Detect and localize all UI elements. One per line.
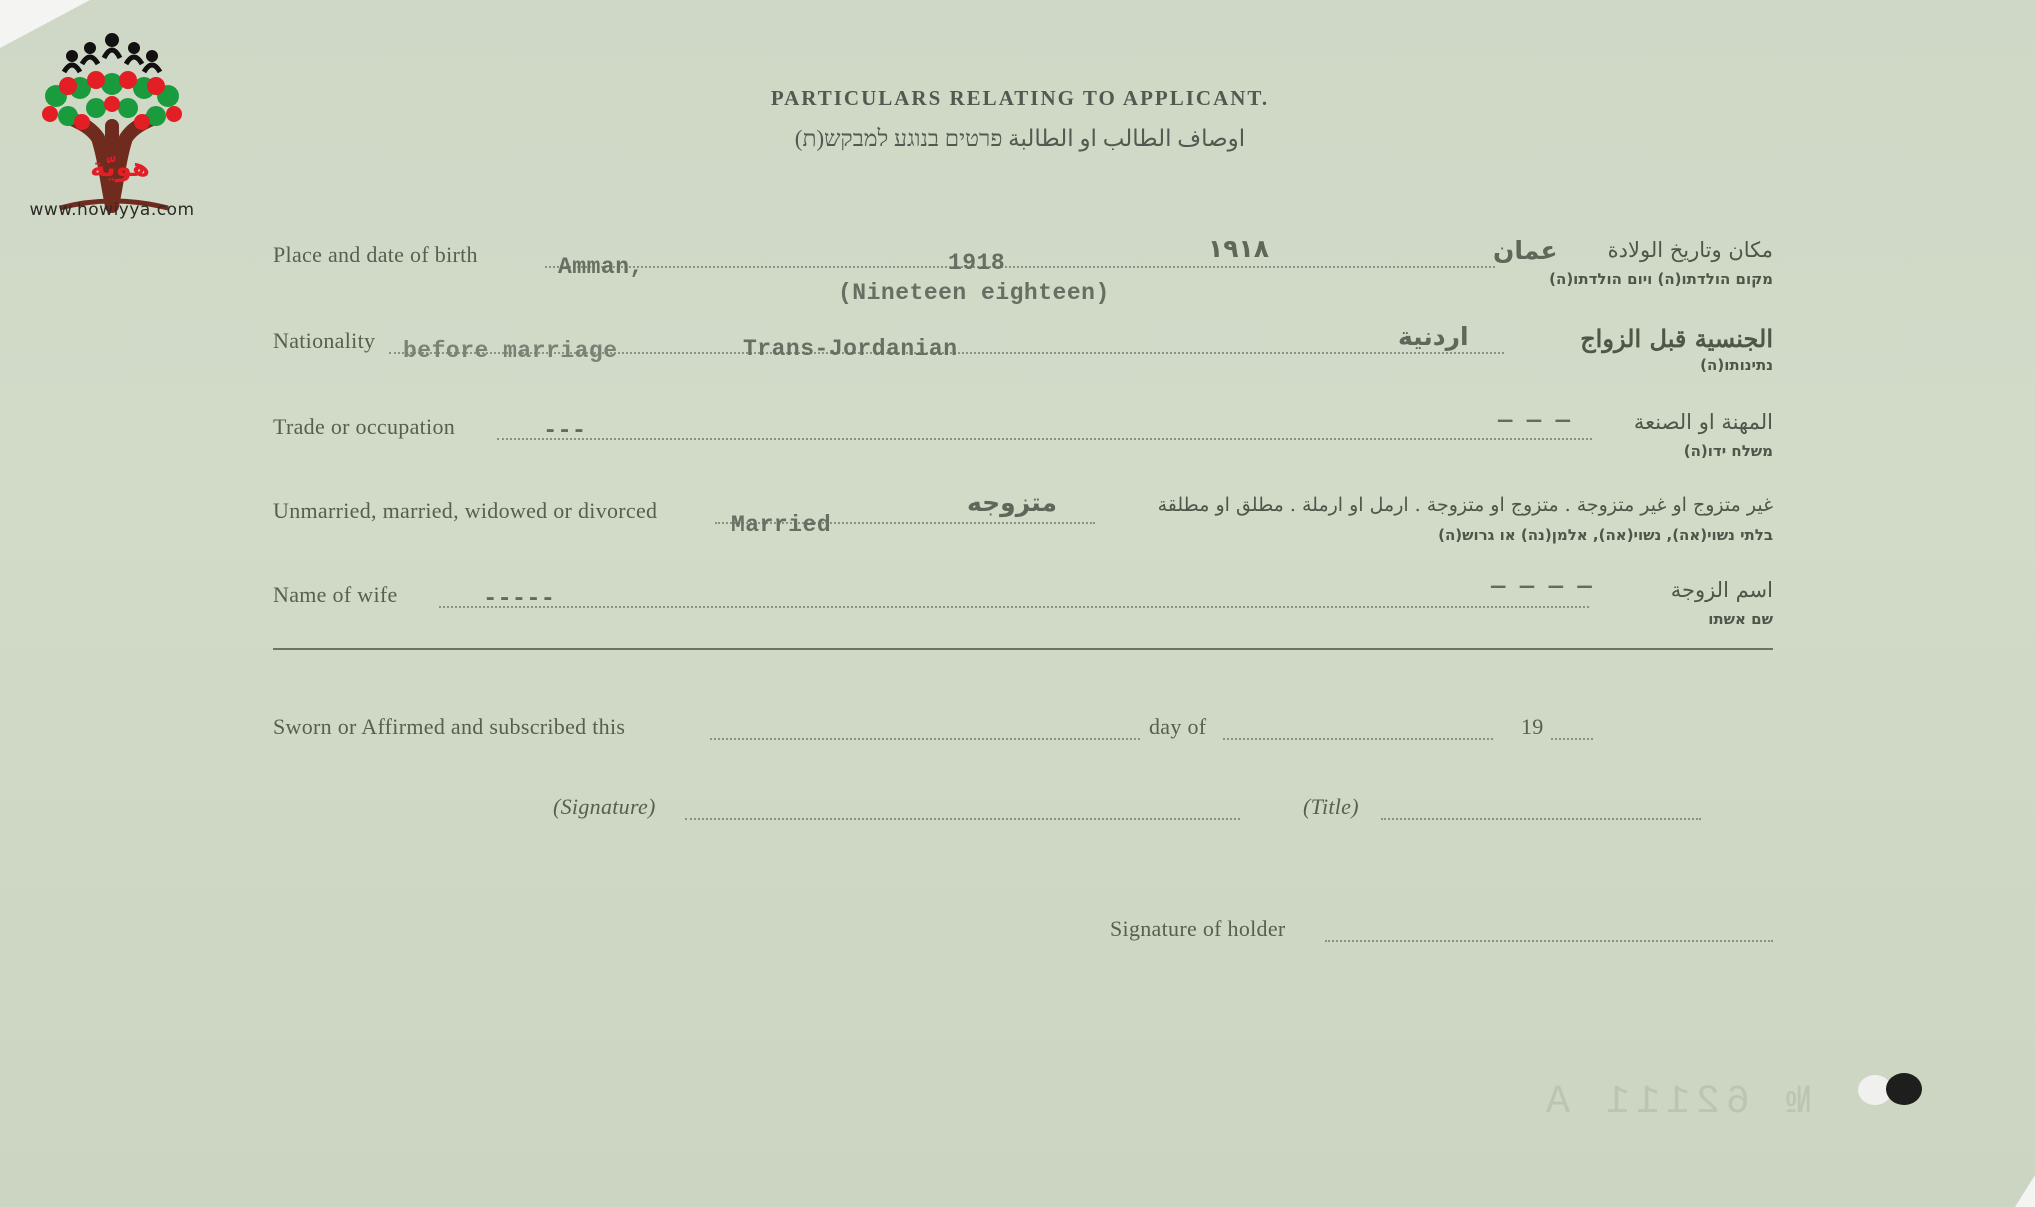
nationality-row [273,322,1773,374]
title-label: (Title) [1303,794,1359,819]
birth-label-hebrew: מקום הולדתו(ה) ויום הולדתו(ה) [1549,270,1773,288]
punch-hole-mark [1886,1073,1922,1105]
wife-dotted-line [439,604,1589,608]
birth-year-arabic: ١٩١٨ [1208,234,1270,263]
signature-row [273,794,1773,834]
wife-label-arabic: اسم الزوجة [1670,578,1773,602]
marital-label: Unmarried, married, widowed or divorced [273,498,658,523]
year-label: 19 [1521,714,1544,739]
nationality-qualifier: before marriage [403,338,618,364]
bleed-through-text: № 62111 A [1540,1080,1811,1125]
day-of-label: day of [1149,714,1207,739]
occupation-row [273,408,1773,460]
holder-signature-dotted-line [1325,938,1773,942]
nationality-label-arabic: الجنسية قبل الزواج [1580,324,1773,353]
page-bottom-corner [2015,1175,2035,1207]
sworn-day-dotted-line [710,736,1140,740]
marital-value: Married [731,512,832,538]
oath-row [273,714,1773,754]
wife-value-arabic: — — — — [1491,574,1592,601]
birth-year-value: 1918 [948,250,1006,276]
occupation-label: Trade or occupation [273,414,456,439]
signature-dotted-line [685,816,1240,820]
marital-label-arabic: غير متزوج او غير متزوجة . متزوج او متزوجة . ارمل او ارملة . مطلق او مطلقة [1157,494,1773,516]
svg-text:هويّة: هويّة [90,153,150,183]
nationality-label: Nationality [273,328,376,353]
holder-row [273,916,1773,956]
wife-row [273,574,1773,628]
marital-label-hebrew: בלתי נשוי(אה), נשוי(אה), אלמן(נה) או גרוש(ה) [1438,526,1773,544]
title-dotted-line [1381,816,1701,820]
occupation-value: --- [543,418,587,445]
nationality-label-hebrew: נתינותו(ה) [1700,356,1773,374]
occupation-dotted-line [497,436,1592,440]
wife-label-hebrew: שם אשתו [1708,610,1773,628]
holder-signature-label: Signature of holder [1110,916,1286,941]
wife-label: Name of wife [273,582,398,607]
wife-value: ----- [483,586,556,613]
page-subtitle: اوصاف الطالب او الطالبة פרטים בנוגע למבקש(ת) [794,126,1246,151]
birth-label-arabic: مكان وتاريخ الولادة [1607,238,1773,262]
birth-row [273,234,1773,306]
signature-label: (Signature) [553,794,656,819]
nationality-value: Trans-Jordanian [743,336,958,362]
occupation-label-arabic: المهنة او الصنعة [1633,410,1773,434]
birth-place-value: Amman, [558,254,644,280]
marital-row [273,488,1773,544]
birth-year-words: (Nineteen eighteen) [838,280,1110,306]
logo-url: www.howiyya.com [29,200,195,220]
family-tree-logo [20,26,205,226]
day-of-dotted-line [1223,736,1493,740]
occupation-label-hebrew: משלח ידו(ה) [1683,442,1773,460]
nationality-value-arabic: اردنية [1398,322,1469,351]
sworn-label: Sworn or Affirmed and subscribed this [273,714,626,739]
occupation-value-arabic: — — — [1498,408,1571,435]
marital-value-arabic: متزوجه [967,488,1057,517]
birth-dotted-line [545,264,1495,268]
section-divider [273,648,1773,650]
birth-label: Place and date of birth [273,242,478,267]
page-title: PARTICULARS RELATING TO APPLICANT. [770,86,1270,110]
birth-place-arabic: عمان [1493,236,1558,265]
year-dotted-line [1551,736,1593,740]
